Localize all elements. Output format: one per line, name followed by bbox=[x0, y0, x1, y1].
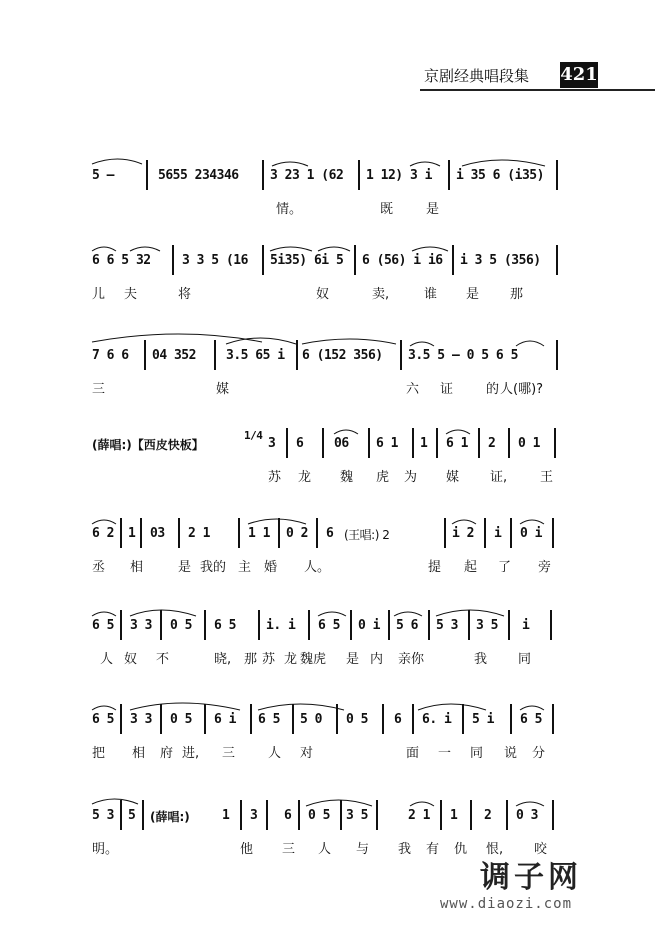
barline bbox=[452, 245, 454, 275]
barline bbox=[322, 428, 324, 458]
measure: 3.5 65 i bbox=[226, 348, 285, 363]
lyric: 内 bbox=[370, 652, 384, 667]
barline bbox=[506, 800, 508, 830]
barline bbox=[468, 610, 470, 640]
barline bbox=[172, 245, 174, 275]
site-watermark bbox=[440, 852, 582, 912]
lyric: 龙 bbox=[298, 470, 312, 485]
barline bbox=[556, 340, 558, 370]
measure: 3 bbox=[250, 808, 258, 823]
lyric: 进, bbox=[182, 746, 200, 761]
lyric: 旁 bbox=[538, 560, 552, 575]
measure: 6. i bbox=[422, 712, 452, 727]
lyric: 说 bbox=[504, 746, 518, 761]
lyric: 六 bbox=[406, 382, 420, 397]
lyric: 了 bbox=[498, 560, 512, 575]
lyric: 苏 bbox=[268, 470, 282, 485]
measure: 1 bbox=[128, 526, 136, 541]
score-row-1 bbox=[0, 160, 655, 240]
lyric: 是 bbox=[426, 202, 440, 217]
time-signature: 1/4 bbox=[244, 429, 263, 442]
barline bbox=[550, 610, 552, 640]
measure: 6 5 bbox=[214, 618, 236, 633]
barline bbox=[508, 610, 510, 640]
lyric: 既 bbox=[380, 202, 394, 217]
barline bbox=[412, 704, 414, 734]
measure: 0 1 bbox=[518, 436, 540, 451]
barline bbox=[440, 800, 442, 830]
lyric: 亲你 bbox=[398, 652, 425, 667]
barline bbox=[142, 800, 144, 830]
measure: 6 bbox=[296, 436, 304, 451]
lyric: 证 bbox=[440, 382, 454, 397]
measure: 6 5 bbox=[258, 712, 280, 727]
measure: 6 1 bbox=[376, 436, 398, 451]
measure: 6 5 bbox=[92, 712, 114, 727]
measure: 0 i bbox=[520, 526, 542, 541]
score-row-6 bbox=[0, 610, 655, 690]
barline bbox=[428, 610, 430, 640]
lyric: 是 bbox=[346, 652, 360, 667]
measure: 6 (56) i i6 bbox=[362, 253, 443, 268]
measure: 3 bbox=[268, 436, 276, 451]
measure: 5 0 bbox=[300, 712, 322, 727]
barline bbox=[556, 160, 558, 190]
measure: 3 5 bbox=[476, 618, 498, 633]
lyric: 奴 bbox=[124, 652, 138, 667]
measure: 3 3 5 (16 bbox=[182, 253, 248, 268]
lyric: 提 bbox=[428, 560, 442, 575]
barline bbox=[250, 704, 252, 734]
barline bbox=[552, 800, 554, 830]
measure: i bbox=[494, 526, 502, 541]
lyric: 的 bbox=[486, 382, 500, 397]
measure: 5 3 bbox=[92, 808, 114, 823]
barline bbox=[554, 428, 556, 458]
measure: (王唱:) 2 bbox=[344, 528, 390, 542]
barline bbox=[278, 518, 280, 548]
lyric: 我的 bbox=[200, 560, 227, 575]
barline bbox=[510, 704, 512, 734]
lyric: 分 bbox=[532, 746, 546, 761]
lyric: 是 bbox=[178, 560, 192, 575]
barline bbox=[436, 428, 438, 458]
measure: 1 bbox=[420, 436, 428, 451]
lyric: 把 bbox=[92, 746, 106, 761]
measure: i 35 6 (i35) bbox=[456, 168, 544, 183]
barline bbox=[298, 800, 300, 830]
barline bbox=[478, 428, 480, 458]
barline bbox=[240, 800, 242, 830]
barline bbox=[400, 340, 402, 370]
score-row-2 bbox=[0, 245, 655, 325]
measure: 1 bbox=[222, 808, 230, 823]
barline bbox=[160, 704, 162, 734]
barline bbox=[214, 340, 216, 370]
measure: 6 i bbox=[214, 712, 236, 727]
lyric: 人 bbox=[100, 652, 114, 667]
measure: 2 bbox=[484, 808, 492, 823]
lyric: 婚 bbox=[264, 560, 278, 575]
barline bbox=[316, 518, 318, 548]
barline bbox=[376, 800, 378, 830]
score-row-7 bbox=[0, 704, 655, 784]
measure: 2 1 bbox=[188, 526, 210, 541]
measure: 03 bbox=[150, 526, 165, 541]
lyric: 不 bbox=[156, 652, 170, 667]
measure: 2 1 bbox=[408, 808, 430, 823]
measure: 5 bbox=[128, 808, 136, 823]
lyric: 龙 bbox=[284, 652, 298, 667]
barline bbox=[354, 245, 356, 275]
page-number: 421 bbox=[560, 62, 598, 88]
measure: 3.5 5 – 0 5 6 5 bbox=[408, 348, 518, 363]
measure: 5 6 bbox=[396, 618, 418, 633]
lyric: 面 bbox=[406, 746, 420, 761]
measure: 3 23 1 (62 bbox=[270, 168, 344, 183]
barline bbox=[120, 704, 122, 734]
lyric: 相 bbox=[130, 560, 144, 575]
lyric: 主 bbox=[238, 560, 252, 575]
barline bbox=[484, 518, 486, 548]
measure: 3 3 bbox=[130, 618, 152, 633]
lyric: 咬 bbox=[534, 842, 548, 857]
lyric: 魏虎 bbox=[300, 652, 327, 667]
lyric: 他 bbox=[240, 842, 254, 857]
section-label: (薛唱:)【西皮快板】 bbox=[92, 438, 204, 452]
lyric: 将 bbox=[178, 287, 192, 302]
barline bbox=[368, 428, 370, 458]
measure: i 2 bbox=[452, 526, 474, 541]
measure: 06 bbox=[334, 436, 349, 451]
lyric: 奴 bbox=[316, 287, 330, 302]
lyric: 魏 bbox=[340, 470, 354, 485]
lyric: 那 bbox=[510, 287, 524, 302]
barline bbox=[120, 610, 122, 640]
measure: i 3 5 (356) bbox=[460, 253, 541, 268]
lyric: 人 bbox=[318, 842, 332, 857]
barline bbox=[144, 340, 146, 370]
barline bbox=[336, 704, 338, 734]
lyric: 媒 bbox=[446, 470, 460, 485]
lyric: 我 bbox=[398, 842, 412, 857]
measure: 6 5 bbox=[318, 618, 340, 633]
barline bbox=[412, 428, 414, 458]
barline bbox=[448, 160, 450, 190]
measure: 6 2 bbox=[92, 526, 114, 541]
page-header bbox=[420, 62, 655, 90]
barline bbox=[204, 610, 206, 640]
score-row-5 bbox=[0, 518, 655, 598]
lyric: 仇 bbox=[454, 842, 468, 857]
barline bbox=[444, 518, 446, 548]
measure: 6 bbox=[284, 808, 292, 823]
measure: 0 5 bbox=[170, 712, 192, 727]
lyric: 同 bbox=[470, 746, 484, 761]
measure: 1 bbox=[450, 808, 458, 823]
measure: 6 bbox=[394, 712, 402, 727]
measure: 5 – bbox=[92, 168, 114, 183]
measure: 0 2 bbox=[286, 526, 308, 541]
measure: 5 i bbox=[472, 712, 494, 727]
watermark-text: 调子网 bbox=[480, 860, 582, 895]
lyric: 王 bbox=[540, 470, 554, 485]
lyric: 恨, bbox=[486, 842, 504, 857]
measure: 6 (152 356) bbox=[302, 348, 383, 363]
lyric: 人(哪)? bbox=[500, 382, 544, 397]
barline bbox=[120, 518, 122, 548]
measure: 3 5 bbox=[346, 808, 368, 823]
lyric: 证, bbox=[490, 470, 508, 485]
barline bbox=[358, 160, 360, 190]
measure: 6 6 5 32 bbox=[92, 253, 151, 268]
barline bbox=[552, 704, 554, 734]
lyric: 是 bbox=[466, 287, 480, 302]
barline bbox=[160, 610, 162, 640]
lyric: 对 bbox=[300, 746, 314, 761]
barline bbox=[292, 704, 294, 734]
measure: 0 3 bbox=[516, 808, 538, 823]
barline bbox=[262, 245, 264, 275]
lyric: 同 bbox=[518, 652, 532, 667]
barline bbox=[350, 610, 352, 640]
measure: 0 5 bbox=[308, 808, 330, 823]
barline bbox=[238, 518, 240, 548]
lyric: 情。 bbox=[276, 202, 303, 217]
barline bbox=[552, 518, 554, 548]
barline bbox=[462, 704, 464, 734]
lyric: 那 bbox=[244, 652, 258, 667]
barline bbox=[262, 160, 264, 190]
lyric: 媒 bbox=[216, 382, 230, 397]
barline bbox=[266, 800, 268, 830]
barline bbox=[556, 245, 558, 275]
measure: i bbox=[522, 618, 530, 633]
lyric: 起 bbox=[464, 560, 478, 575]
measure: i. i bbox=[266, 618, 296, 633]
barline bbox=[286, 428, 288, 458]
lyric: 儿 bbox=[92, 287, 106, 302]
lyric: 三 bbox=[92, 382, 106, 397]
lyric: 三 bbox=[282, 842, 296, 857]
barline bbox=[508, 428, 510, 458]
lyric: 三 bbox=[222, 746, 236, 761]
lyric: 人 bbox=[268, 746, 282, 761]
barline bbox=[340, 800, 342, 830]
measure: 2 bbox=[488, 436, 496, 451]
barline bbox=[382, 704, 384, 734]
barline bbox=[140, 518, 142, 548]
lyric: 夫 bbox=[124, 287, 138, 302]
measure: 3 3 bbox=[130, 712, 152, 727]
watermark-url: www.diaozi.com bbox=[440, 896, 573, 912]
book-title: 京剧经典唱段集 bbox=[424, 67, 530, 85]
measure: 04 352 bbox=[152, 348, 196, 363]
score-row-4 bbox=[0, 428, 655, 508]
measure: 5655 234346 bbox=[158, 168, 239, 183]
measure: 6 5 bbox=[92, 618, 114, 633]
lyric: 一 bbox=[438, 746, 452, 761]
lyric: 与 bbox=[356, 842, 370, 857]
measure: 5i35) 6i 5 bbox=[270, 253, 344, 268]
barline bbox=[308, 610, 310, 640]
barline bbox=[388, 610, 390, 640]
section-label: (薛唱:) bbox=[150, 810, 190, 824]
lyric: 相 bbox=[132, 746, 146, 761]
barline bbox=[510, 518, 512, 548]
measure: 7 6 6 bbox=[92, 348, 129, 363]
lyric: 晓, bbox=[214, 652, 232, 667]
barline bbox=[146, 160, 148, 190]
measure: 0 5 bbox=[346, 712, 368, 727]
lyric: 府 bbox=[160, 746, 174, 761]
lyric: 有 bbox=[426, 842, 440, 857]
lyric: 人。 bbox=[304, 560, 331, 575]
barline bbox=[258, 610, 260, 640]
barline bbox=[470, 800, 472, 830]
barline bbox=[204, 704, 206, 734]
measure: 5 3 bbox=[436, 618, 458, 633]
measure: 6 bbox=[326, 526, 334, 541]
barline bbox=[296, 340, 298, 370]
measure: 6 1 bbox=[446, 436, 468, 451]
header-rule bbox=[420, 89, 655, 91]
lyric: 我 bbox=[474, 652, 488, 667]
measure: 1 12) 3 i bbox=[366, 168, 432, 183]
lyric: 卖, bbox=[372, 287, 390, 302]
barline bbox=[178, 518, 180, 548]
lyric: 虎 bbox=[376, 470, 390, 485]
lyric: 丞 bbox=[92, 560, 106, 575]
measure: 1 1 bbox=[248, 526, 270, 541]
measure: 0 i bbox=[358, 618, 380, 633]
measure: 6 5 bbox=[520, 712, 542, 727]
lyric: 苏 bbox=[262, 652, 276, 667]
score-row-3 bbox=[0, 340, 655, 420]
lyric: 为 bbox=[404, 470, 418, 485]
measure: 0 5 bbox=[170, 618, 192, 633]
barline bbox=[120, 800, 122, 830]
lyric: 谁 bbox=[424, 287, 438, 302]
lyric: 明。 bbox=[92, 842, 119, 857]
